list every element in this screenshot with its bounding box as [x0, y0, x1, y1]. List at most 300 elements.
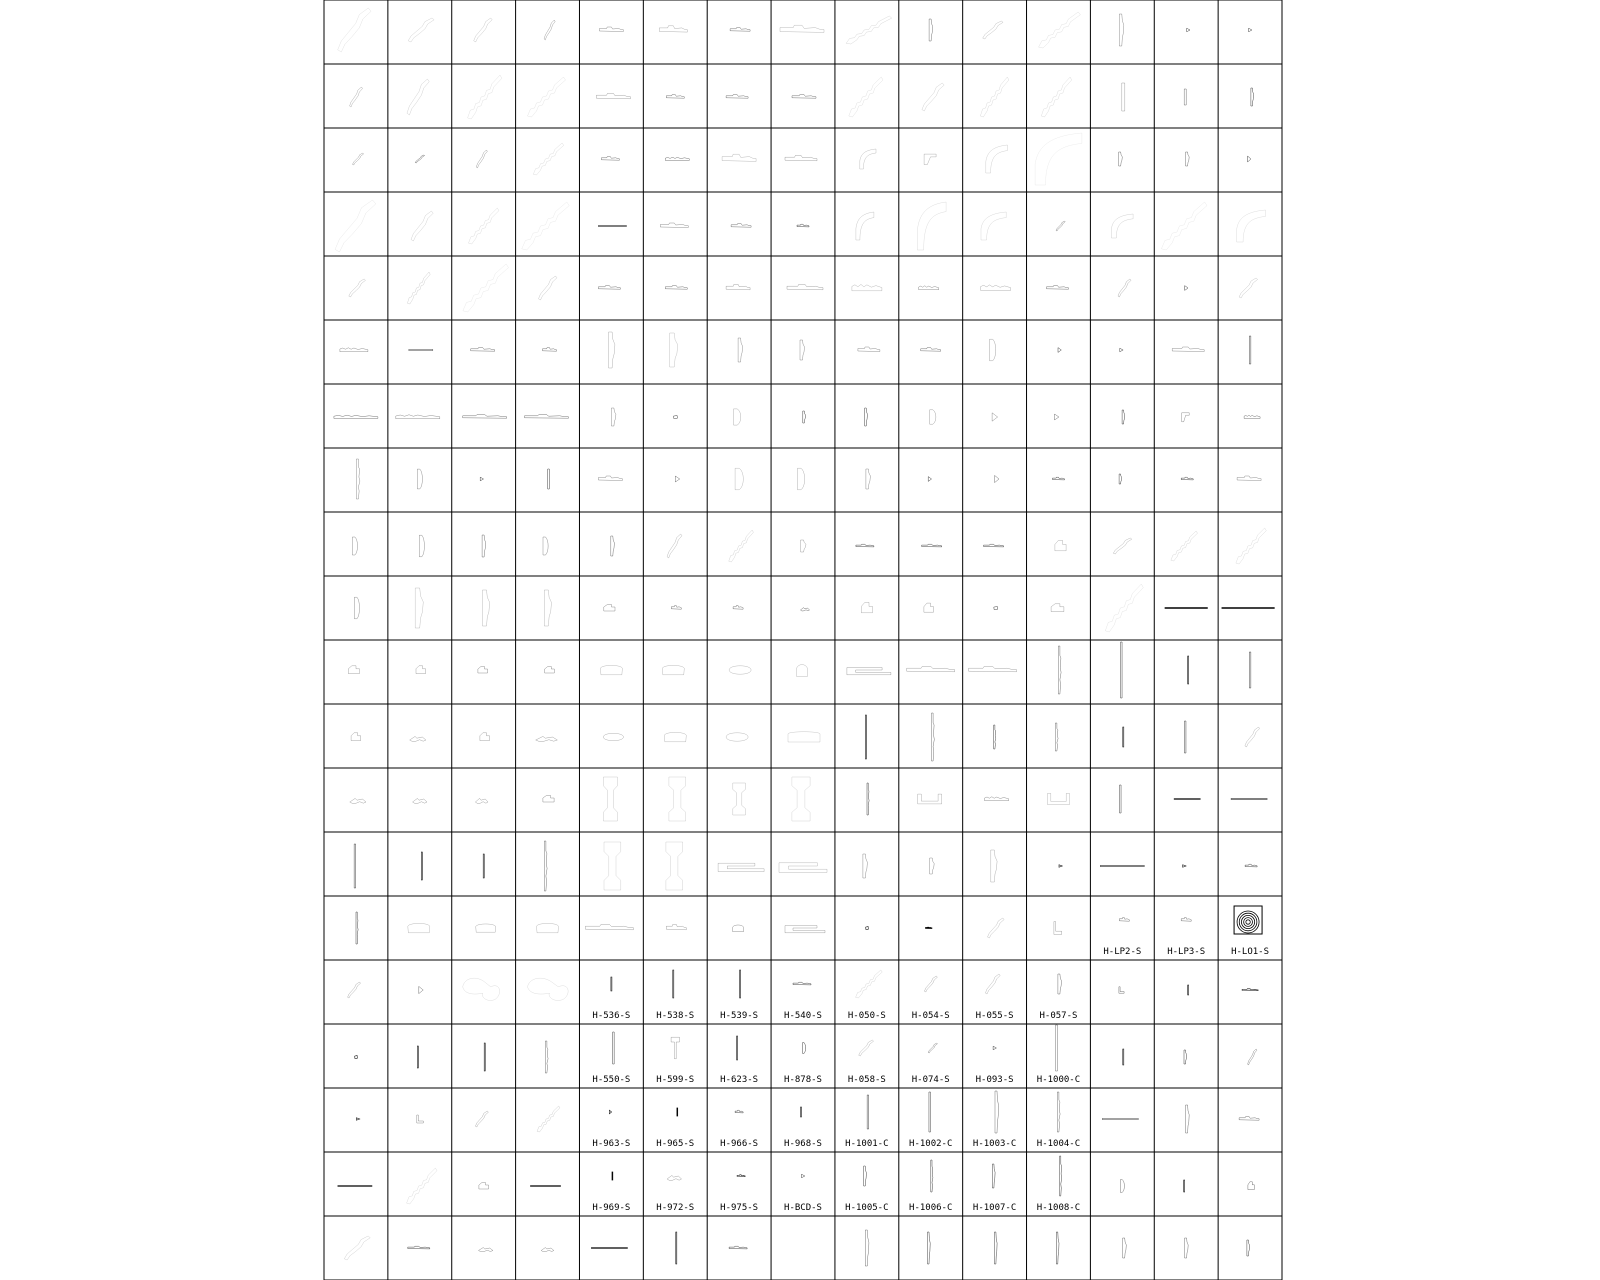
profile-shape-channel [918, 794, 942, 804]
profile-shape-diagS [475, 1111, 488, 1127]
profile-shape-hflat [671, 606, 681, 610]
profile-shape-lozenge [664, 732, 686, 741]
profile-shape-hflat [1245, 864, 1257, 867]
profile-shape-dshape [735, 468, 743, 490]
profile-shape-hflat [922, 544, 942, 547]
profile-code-label: H-623-S [720, 1075, 759, 1085]
profile-shape-hflat [921, 348, 941, 352]
profile-shape-vbar [612, 1172, 613, 1180]
profile-shape-hook [541, 1248, 554, 1252]
profile-shape-vprof [930, 858, 935, 874]
profile-shape-small [355, 1056, 358, 1059]
profile-shape-diagStep [1039, 12, 1081, 48]
profile-shape-vprof [482, 535, 486, 557]
profile-shape-lbrk [417, 1115, 424, 1123]
profile-shape-vprof [865, 408, 868, 426]
profile-shape-corner [924, 154, 936, 165]
profile-shape-oval [729, 666, 751, 674]
profile-shape-dshape [990, 339, 996, 361]
profile-shape-hflat [543, 348, 557, 352]
profile-shape-diagS [474, 18, 493, 42]
profile-shape-hflat [660, 223, 688, 228]
profile-shape-hflat [585, 924, 633, 929]
profile-shape-cap [480, 733, 490, 741]
profile-code-label: H-LO1-S [1231, 947, 1270, 957]
profile-shape-diagS [667, 534, 682, 558]
profile-shape-vbar [548, 469, 550, 489]
profile-shape-vbar [1123, 1049, 1124, 1065]
profile-shape-diagS [348, 982, 361, 998]
profile-shape-vprof [863, 854, 868, 878]
profile-shape-diagStep [522, 202, 570, 250]
profile-shape-vbar [1121, 642, 1123, 698]
profile-shape-hwave [396, 415, 440, 419]
profile-shape-tri [1183, 865, 1186, 867]
profile-shape-dshape [419, 535, 424, 557]
profile-shape-diagStep [1161, 202, 1207, 250]
profile-shape-hflat [1242, 989, 1258, 991]
profile-shape-cap [416, 666, 426, 674]
profile-code-label: H-878-S [784, 1075, 822, 1085]
profile-shape-hflat [792, 95, 816, 99]
profile-shape-tri [1055, 414, 1059, 420]
profile-shape-vbar [1184, 721, 1186, 753]
profile-shape-diagS [1113, 538, 1132, 554]
profile-shape-ibar [666, 842, 683, 890]
profile-shape-diagS [539, 276, 558, 300]
profile-shape-hwave [665, 157, 689, 160]
profile-shape-ibar [604, 842, 621, 890]
profile-shape-vstep [1055, 723, 1058, 751]
profile-shape-diagStep [463, 264, 509, 312]
profile-shape-tri [419, 986, 423, 993]
profile-shape-slot [718, 863, 764, 871]
profile-shape-hbar [1231, 799, 1267, 800]
profile-shape-vprof [1184, 1050, 1187, 1064]
profile-shape-slot [785, 926, 825, 933]
profile-shape-diagS [924, 976, 937, 992]
profile-shape-lozenge [600, 665, 622, 674]
profile-shape-tri [802, 1174, 805, 1178]
profile-shape-diagS [1118, 279, 1131, 297]
profile-code-label: H-074-S [911, 1075, 950, 1085]
profile-shape-vprof [1119, 474, 1122, 484]
profile-shape-cap [478, 667, 488, 674]
profile-shape-vprof [1123, 1238, 1127, 1258]
profile-code-label: H-599-S [656, 1075, 695, 1085]
profile-shape-cove [986, 145, 1008, 173]
profile-shape-diagStep [849, 77, 883, 117]
profile-code-label: H-540-S [784, 1011, 822, 1021]
profile-shape-vprof [994, 1232, 997, 1264]
profile-shape-cap [924, 603, 934, 612]
profile-shape-cap [1248, 1182, 1254, 1190]
profile-shape-vbar [1249, 336, 1251, 364]
profile-shape-vprof [670, 333, 678, 367]
profile-shape-tri [1120, 348, 1123, 352]
profile-code-label: H-1007-C [972, 1203, 1017, 1213]
profile-code-label: H-969-S [592, 1203, 631, 1213]
profile-shape-diagS [988, 918, 1005, 938]
profile-shape-ibar [733, 783, 746, 815]
profile-shape-hflat [408, 1246, 430, 1249]
profile-code-label: H-1002-C [909, 1139, 953, 1149]
profile-shape-vbar [354, 844, 356, 888]
profile-shape-hbar [409, 349, 433, 350]
profile-shape-vbar [737, 1036, 738, 1060]
profile-code-label: H-1006-C [909, 1203, 953, 1213]
profile-code-label: H-966-S [720, 1139, 759, 1149]
profile-shape-cove [1035, 133, 1082, 185]
profile-shape-vbar [484, 1043, 485, 1071]
profile-shape-diagS [1239, 278, 1258, 298]
profile-shape-ibar [669, 777, 686, 821]
profile-shape-hflat [1239, 1117, 1259, 1121]
profile-shape-diagStep [729, 530, 754, 562]
profile-shape-hflat [856, 544, 874, 547]
profile-shape-vprof [865, 1230, 869, 1266]
profile-shape-lozenge [408, 923, 430, 932]
profile-shape-hwave [340, 348, 368, 352]
profile-shape-tri [928, 477, 931, 482]
profile-code-label: H-LP3-S [1167, 947, 1206, 957]
profile-shape-diagS [338, 8, 371, 52]
profile-shape-diagStep [528, 77, 566, 117]
profile-shape-oval [726, 733, 748, 741]
profile-shape-hflat [797, 224, 809, 227]
profile-shape-lozenge [476, 924, 496, 932]
profile-shape-dshape [798, 468, 805, 490]
profile-shape-vprof [611, 408, 616, 426]
profile-shape-diagStep [469, 208, 499, 244]
profile-shape-diagStep [537, 1106, 560, 1132]
profile-shape-vprof [1119, 152, 1123, 166]
profile-shape-lbrk [1119, 987, 1124, 993]
profile-shape-tri [992, 413, 998, 421]
profile-shape-hflat [666, 95, 684, 99]
profile-shape-arch [733, 925, 744, 932]
profile-shape-vbar [673, 970, 674, 998]
profile-shape-tri [1059, 865, 1062, 867]
profile-shape-vprof [864, 1166, 867, 1186]
profile-shape-vprof [995, 1091, 999, 1133]
profile-code-label: H-055-S [975, 1011, 1014, 1021]
profile-shape-vprof [1186, 152, 1190, 166]
profile-shape-diagStep [1236, 528, 1266, 564]
profile-shape-diagS [1056, 221, 1065, 231]
profile-shape-vprof [1186, 1105, 1190, 1133]
profile-shape-diagS [983, 21, 1003, 39]
profile-shape-vbar [1188, 985, 1189, 995]
profile-shape-hflat [907, 666, 955, 671]
profile-shape-diagStep [407, 272, 430, 304]
profile-shape-hbar [531, 1186, 561, 1187]
profile-shape-diagS [350, 87, 363, 107]
profile-shape-dshape [352, 537, 357, 555]
profile-shape-tri [1058, 348, 1061, 353]
profile-shape-diagStep [407, 1168, 437, 1204]
profile-shape-tri [675, 476, 679, 482]
profile-shape-cove [981, 212, 1006, 240]
profile-code-label: H-1003-C [972, 1139, 1017, 1149]
profile-shape-arch [796, 665, 807, 677]
profile-shape-hflat [858, 347, 880, 352]
profile-shape-vprof [609, 332, 615, 368]
profile-shape-hwave [1244, 415, 1260, 418]
profile-shape-vbar [1056, 1025, 1058, 1071]
profile-shape-vprof [992, 1164, 995, 1188]
profile-shape-hflat [1053, 477, 1065, 480]
profile-shape-hook [667, 1175, 681, 1180]
profile-shape-hflat [726, 95, 748, 99]
profile-shape-slot [847, 668, 891, 675]
profile-shape-vbar [1123, 727, 1124, 747]
profile-shape-hflat [780, 25, 824, 32]
profile-shape-diagS [1245, 727, 1260, 747]
profile-shape-vprof [611, 536, 615, 556]
profile-shape-vprof [1122, 410, 1125, 424]
profile-shape-hflat [785, 155, 817, 160]
profile-code-label: H-057-S [1039, 1011, 1078, 1021]
profile-shape-peg [671, 1037, 679, 1059]
profile-shape-hflat [598, 476, 622, 481]
profile-shape-vstep [867, 783, 869, 815]
profile-shape-diagS [335, 200, 376, 252]
profile-shape-hflat [1047, 286, 1069, 290]
profile-shape-hbar [598, 226, 626, 227]
profile-shape-cove [917, 202, 946, 250]
profile-shape-hflat [1237, 476, 1261, 481]
profile-shape-hook [350, 798, 366, 803]
profile-shape-vbar [740, 970, 741, 998]
profile-shape-cap [348, 666, 359, 674]
profile-shape-vprof [1119, 14, 1124, 46]
profile-shape-hwave [919, 286, 939, 290]
profile-shape-cap [351, 733, 361, 741]
profile-shape-dshape [354, 597, 359, 619]
profile-shape-hbar [591, 1248, 627, 1249]
cell-grid [324, 0, 1282, 1280]
profile-code-label: H-1005-C [845, 1203, 889, 1213]
profile-code-label: H-538-S [656, 1011, 695, 1021]
profile-shape-diagStep [468, 75, 502, 119]
profile-shape-diagS [1248, 1049, 1257, 1065]
profile-shape-hflat [659, 26, 687, 32]
profile-shape-cove [1237, 210, 1266, 242]
profile-code-label: H-975-S [720, 1203, 759, 1213]
profile-shape-hflat [969, 666, 1017, 671]
profile-shape-diagS [344, 1236, 370, 1260]
profile-shape-vstep [932, 713, 935, 761]
profile-shape-hwave [981, 285, 1011, 291]
profile-shape-vprof [1056, 1232, 1059, 1264]
profile-shape-tri [995, 475, 999, 482]
profile-code-label: H-972-S [656, 1203, 695, 1213]
profile-shape-vbar [865, 715, 866, 759]
profile-code-label: H-1004-C [1036, 1139, 1081, 1149]
profile-shape-vprof [928, 1232, 931, 1264]
profile-shape-diagStep [533, 143, 563, 175]
profile-shape-blob [463, 978, 500, 1000]
profile-shape-hflat [735, 1110, 743, 1113]
profile-shape-vbar [483, 854, 484, 878]
profile-shape-vbar [677, 1108, 678, 1116]
profile-shape-diagStep [846, 16, 892, 44]
profile-shape-blob [528, 978, 569, 1000]
profile-shape-vbar [1184, 1180, 1185, 1192]
profile-shape-hbar [338, 1186, 372, 1187]
profile-shape-hflat [737, 1175, 745, 1177]
profile-shape-hflat [730, 28, 750, 32]
profile-shape-hook [801, 608, 810, 611]
profile-shape-small [674, 416, 678, 419]
profile-shape-small [866, 927, 869, 930]
profile-shape-vprof [801, 540, 806, 552]
profile-code-label: H-968-S [784, 1139, 822, 1149]
profile-shape-hflat [596, 93, 630, 98]
profile-shape-diagS [928, 1043, 937, 1053]
profile-shape-dshape [1120, 1180, 1124, 1193]
profile-shape-hwave [852, 284, 882, 290]
profile-shape-hflat [1181, 477, 1193, 480]
profile-shape-vbar [611, 977, 612, 991]
profile-shape-diagS [407, 79, 429, 115]
profile-shape-hflat [1119, 918, 1129, 922]
profile-code-label: H-054-S [911, 1011, 950, 1021]
profile-shape-hflat [726, 284, 750, 289]
profile-shape-hflat [787, 284, 823, 289]
profile-shape-vbar [1249, 652, 1251, 688]
profile-shape-vstep [544, 841, 547, 891]
profile-shape-cap [1051, 604, 1064, 612]
profile-shape-hwave [985, 797, 1009, 801]
profile-shape-cove [1112, 214, 1134, 238]
profile-code-label: H-550-S [592, 1075, 631, 1085]
profile-shape-lozenge [662, 665, 684, 674]
profile-shape-vstep [1058, 646, 1061, 694]
profile-shape-dshape [930, 410, 936, 424]
profile-shape-vprof [1185, 1238, 1189, 1258]
profile-shape-hflat [793, 982, 811, 985]
profile-shape-hook [479, 1248, 493, 1252]
profile-shape-vstep [931, 1160, 933, 1192]
profile-shape-small [994, 607, 998, 610]
profile-shape-diagS [476, 150, 487, 168]
profile-shape-lozenge [537, 923, 559, 932]
profile-shape-vstep [356, 912, 358, 944]
profile-shape-diagS [922, 83, 944, 111]
profile-code-label: H-1008-C [1036, 1203, 1081, 1213]
profile-shape-ibar [603, 777, 617, 821]
profile-shape-vprof [800, 340, 805, 360]
profile-shape-diagS [985, 974, 1000, 994]
profile-shape-channel [1048, 793, 1070, 804]
profile-shape-vstep [356, 459, 360, 499]
profile-shape-hwave [334, 415, 378, 418]
profile-shape-hook [413, 798, 427, 803]
profile-shape-tri [1187, 28, 1190, 32]
profile-shape-hbar [1100, 866, 1144, 867]
profile-shape-vbar [929, 1092, 931, 1132]
profile-shape-diagS [859, 1040, 874, 1056]
profile-shape-cove [856, 212, 874, 240]
profile-shape-hflat [665, 286, 687, 290]
profile-shape-hbar [1174, 799, 1200, 800]
profile-shape-diagS [411, 211, 433, 241]
profile-shape-corner [1182, 413, 1190, 422]
profile-shape-vbar [1188, 656, 1189, 684]
profile-shape-vbar [1122, 83, 1125, 111]
profile-code-label: H-965-S [656, 1139, 695, 1149]
profile-shape-vprof [991, 850, 997, 882]
profile-shape-vbar [1184, 89, 1186, 105]
profile-shape-vbar [676, 1232, 677, 1264]
profile-shape-vprof [929, 19, 933, 41]
profile-shape-hflat [984, 544, 1004, 547]
profile-shape-dshape [734, 409, 741, 425]
profile-code-label: H-963-S [592, 1139, 631, 1149]
profile-shape-vprof [483, 590, 490, 626]
profile-shape-vprof [866, 469, 871, 489]
profile-shape-vprof [544, 590, 551, 626]
profile-shape-tri [1185, 286, 1188, 291]
profile-shape-vstep [994, 725, 996, 749]
profile-code-label: H-1000-C [1036, 1075, 1081, 1085]
profile-shape-tri [1249, 28, 1252, 32]
profile-shape-hflat [722, 154, 756, 161]
profile-code-label: H-BCD-S [784, 1203, 822, 1213]
profile-shape-hflat [926, 927, 932, 928]
profile-shape-diagS [353, 153, 364, 165]
profile-shape-hook [475, 798, 488, 803]
profile-shape-hflat [733, 606, 743, 610]
profile-shape-tri [609, 1110, 611, 1114]
profile-shape-vprof [1251, 88, 1254, 106]
profile-shape-vbar [417, 1046, 418, 1068]
profile-shape-oval [603, 733, 623, 740]
profile-shape-cap [861, 602, 872, 612]
profile-shape-diagS [544, 20, 555, 40]
profile-shape-vbar [801, 1107, 802, 1117]
profile-shape-slot [779, 863, 827, 873]
profile-shape-tri [993, 1046, 996, 1050]
profile-shape-hflat [731, 224, 751, 228]
profile-code-label: H-050-S [847, 1011, 886, 1021]
profile-shape-tri [480, 477, 483, 481]
profile-shape-vstep [1060, 1156, 1062, 1196]
profile-shape-vbar [1120, 785, 1122, 813]
profile-shape-vbar [867, 1095, 869, 1129]
profile-shape-cap [604, 605, 615, 612]
profile-shape-vprof [415, 588, 423, 628]
profile-shape-hflat [598, 286, 620, 290]
profile-shape-vstep [1057, 1092, 1060, 1132]
profile-shape-hflat [599, 27, 623, 32]
profile-shape-hflat [601, 157, 619, 161]
profile-shape-dshape [417, 469, 422, 489]
profile-code-label: H-539-S [720, 1011, 759, 1021]
profile-code-label: H-093-S [975, 1075, 1014, 1085]
profile-shape-hbar [1102, 1118, 1138, 1119]
profile-shape-cap [1055, 540, 1066, 550]
profile-shape-diagStep [1171, 531, 1198, 561]
profile-shape-hflat [525, 415, 569, 419]
profile-shape-vbar [421, 852, 422, 880]
profile-code-label: H-058-S [847, 1075, 886, 1085]
profile-shape-cove [860, 149, 876, 169]
profile-shape-ibar [792, 777, 810, 821]
profile-shape-dshape [543, 537, 548, 555]
